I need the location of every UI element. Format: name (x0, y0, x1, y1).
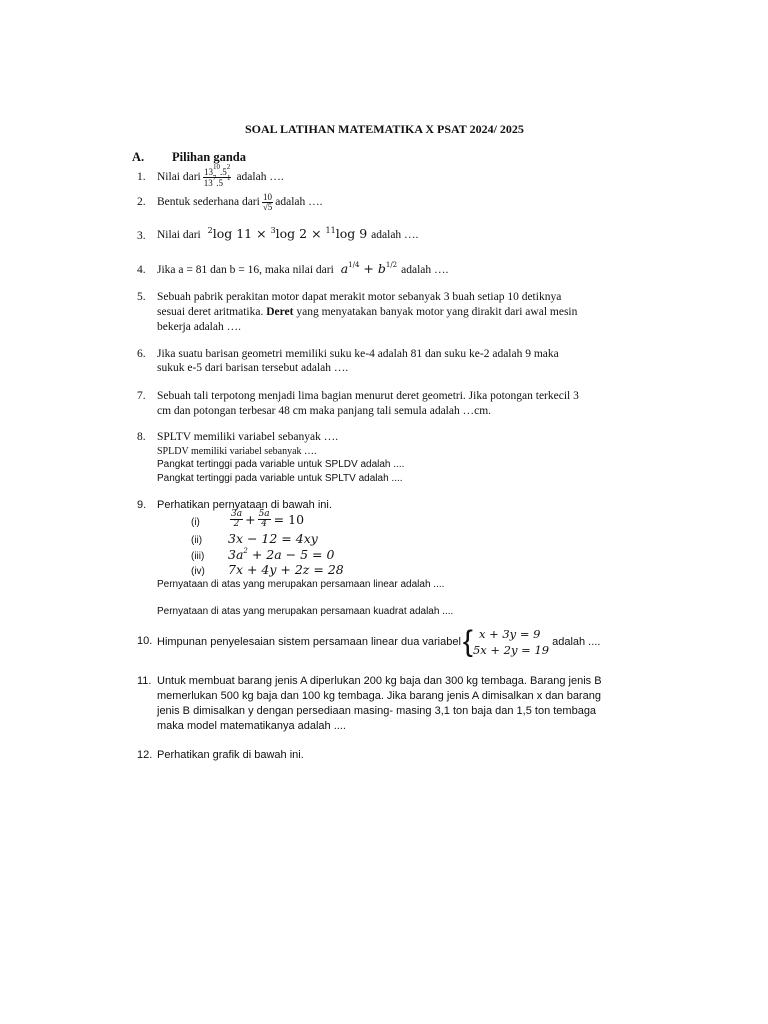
q4-post: adalah …. (401, 264, 449, 276)
q5-line2: sesuai deret aritmatika. Deret yang menyatakan banyak motor yang dirakit dari awal mesin (157, 306, 578, 318)
q1-fraction-numerator: $13^{10}.5^2$ (203, 162, 231, 177)
q2-text (157, 188, 323, 216)
q9-item-expression: 7x + 4y + 2z = 28 (228, 562, 344, 577)
q4-text (157, 261, 448, 278)
q9-item-label: (ii) (191, 535, 203, 546)
q7-line2: cm dan potongan terbesar 48 cm maka panjang tali semula adalah …cm. (157, 405, 492, 417)
q9-question-quadratic: Pernyataan di atas yang merupakan persamaan kuadrat adalah .... (157, 606, 454, 617)
q1-fraction (203, 162, 232, 188)
q3-number: 3. (137, 230, 146, 242)
q9-intro: Perhatikan pernyataan di bawah ini. (157, 499, 332, 511)
q4-expression: $a^{1/4} + b^{1/2}$ (340, 261, 398, 276)
q11-line3: jenis B dimisalkan y dengan persediaan masing- masing 3,1 ton baja dan 1,5 ton tembaga (157, 705, 597, 717)
q4-number: 4. (137, 264, 146, 276)
q10-brace: { (462, 625, 473, 658)
q9-item-label: (iv) (191, 566, 205, 577)
q11-line1: Untuk membuat barang jenis A diperlukan 200 kg baja dan 300 kg tembaga. Barang jenis B (157, 675, 602, 687)
q1-post: adalah …. (236, 170, 284, 183)
q11-line2: memerlukan 500 kg baja dan 100 kg tembaga. Jika barang jenis A dimisalkan x dan barang (157, 690, 601, 702)
q6-number: 6. (137, 348, 146, 360)
q8-line3: Pangkat tertinggi pada variable untuk SPLDV adalah .... (157, 459, 405, 470)
q9-item-label: (i) (191, 517, 200, 528)
q11-number: 11. (137, 675, 152, 687)
q3-post: adalah …. (371, 229, 419, 241)
q4-pre: Jika a = 81 dan b = 16, maka nilai dari (157, 264, 334, 276)
q5-line1: Sebuah pabrik perakitan motor dapat merakit motor sebanyak 3 buah setiap 10 detiknya (157, 291, 562, 303)
q5-line3: bekerja adalah …. (157, 321, 241, 333)
q9-question-linear: Pernyataan di atas yang merupakan persamaan linear adalah .... (157, 579, 445, 590)
q9-number: 9. (137, 499, 147, 511)
q3-text (157, 226, 418, 243)
q2-fraction: $\frac{10}{√5}$ (262, 191, 273, 212)
q10-text (157, 625, 600, 659)
q12-text: Perhatikan grafik di bawah ini. (157, 749, 304, 761)
section-label: Pilihan ganda (172, 150, 246, 164)
q9-item-expression: $3a^2 + 2a - 5 = 0$ (228, 547, 335, 562)
q10-number: 10. (137, 635, 153, 647)
q2-number: 2. (137, 196, 146, 208)
q1-number: 1. (137, 171, 146, 183)
q12-number: 12. (137, 749, 153, 761)
q9-item-expression: $\frac{3a}{2}$ + $\frac{5a}{4}$ = 10 (231, 509, 305, 529)
q8-line2: SPLDV memiliki variabel sebanyak …. (157, 446, 317, 457)
q10-system: x + 3y = 9 5x + 2y = 19 (472, 627, 550, 657)
q2-post: adalah …. (275, 195, 323, 208)
q1-fraction-denominator: $13^7.5^{-1}$ (203, 173, 231, 188)
q1-pre: Nilai dari (157, 170, 201, 183)
q2-pre: Bentuk sederhana dari (157, 195, 260, 208)
q8-line4: Pangkat tertinggi pada variable untuk SPLTV adalah .... (157, 473, 403, 484)
q11-line4: maka model matematikanya adalah .... (157, 720, 346, 732)
q9-item-expression: 3x − 12 = 4xy (228, 531, 318, 546)
q7-line1: Sebuah tali terpotong menjadi lima bagian menurut deret geometri. Jika potongan terkecil 3 (157, 390, 579, 402)
q6-line2: sukuk e-5 dari barisan tersebut adalah …. (157, 362, 349, 374)
q10-post: adalah .... (552, 635, 601, 648)
q8-line1: SPLTV memiliki variabel sebanyak …. (157, 431, 339, 443)
q8-number: 8. (137, 431, 146, 443)
q7-number: 7. (137, 390, 146, 402)
q3-expression: $^2$log 11 × $^3$log 2 × $^{11}$log 9 (207, 226, 368, 241)
page-title: SOAL LATIHAN MATEMATIKA X PSAT 2024/ 2025 (245, 122, 524, 136)
section-letter: A. (132, 150, 145, 164)
q3-pre: Nilai dari (157, 229, 201, 241)
q5-number: 5. (137, 291, 146, 303)
q10-pre: Himpunan penyelesaian sistem persamaan linear dua variabel (157, 635, 461, 648)
q9-item-label: (iii) (191, 551, 205, 562)
q6-line1: Jika suatu barisan geometri memiliki suku ke-4 adalah 81 dan suku ke-2 adalah 9 maka (157, 348, 559, 360)
